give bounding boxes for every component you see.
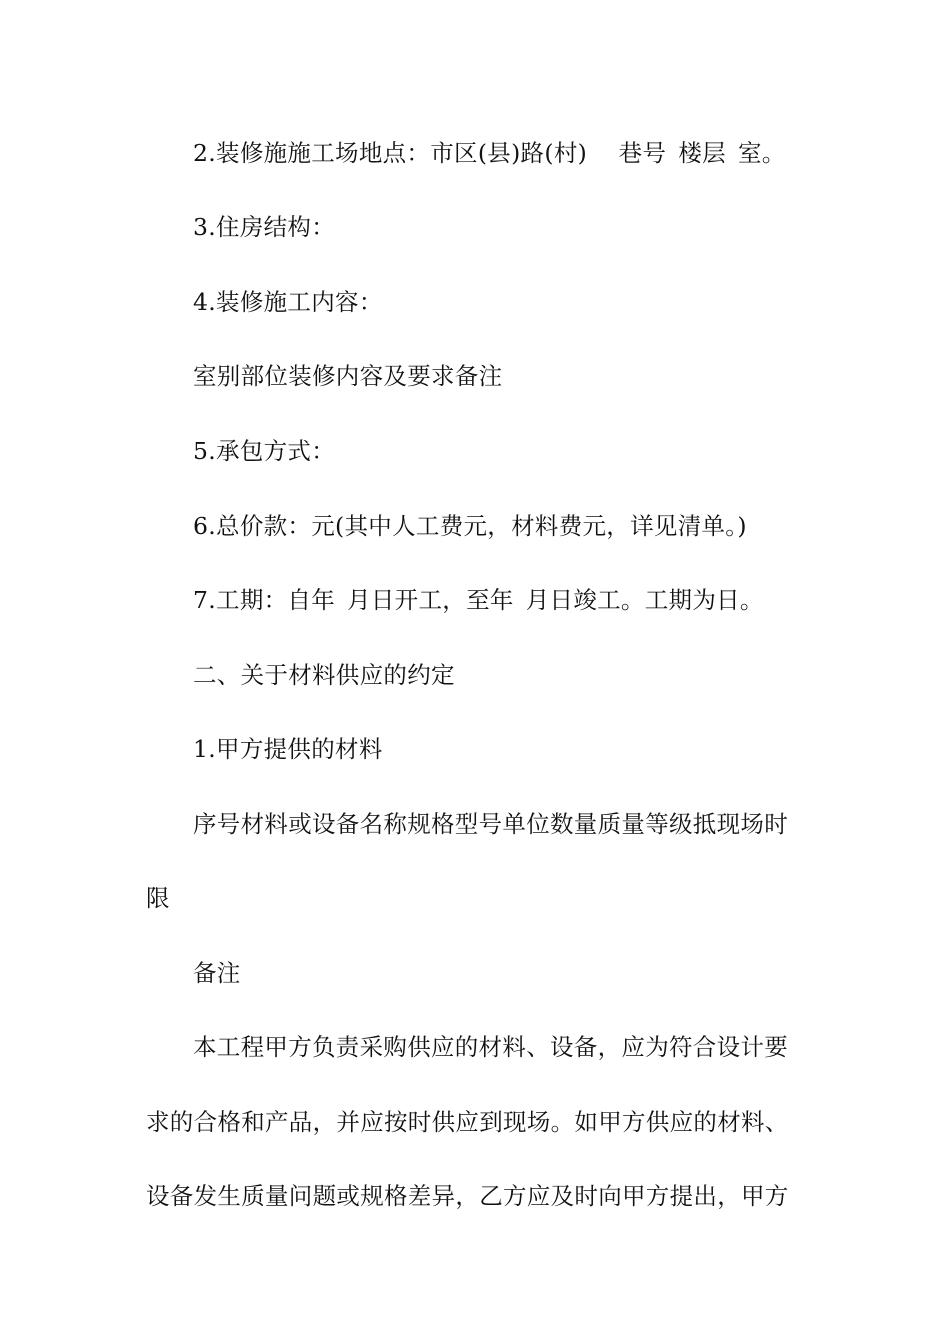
paragraph-remarks: 备注 [193, 959, 241, 987]
section-heading-materials: 二、关于材料供应的约定 [193, 661, 455, 689]
paragraph-party-a-materials: 1.甲方提供的材料 [193, 735, 383, 763]
paragraph-total-price: 6.总价款：元(其中人工费元，材料费元，详见清单。) [193, 512, 747, 540]
paragraph-supply-clause-2: 求的合格和产品，并应按时供应到现场。如甲方供应的材料、 [146, 1108, 789, 1136]
paragraph-site-location: 2.装修施施工场地点：市区(县)路(村) 巷号 楼层 室。 [193, 139, 786, 167]
paragraph-room-table-header: 室别部位装修内容及要求备注 [193, 362, 503, 390]
paragraph-materials-table-header-cont: 限 [146, 884, 170, 912]
paragraph-schedule: 7.工期：自年 月日开工，至年 月日竣工。工期为日。 [193, 586, 764, 614]
paragraph-supply-clause-3: 设备发生质量问题或规格差异，乙方应及时向甲方提出，甲方 [146, 1182, 789, 1210]
paragraph-supply-clause-1: 本工程甲方负责采购供应的材料、设备，应为符合设计要 [193, 1033, 788, 1061]
paragraph-work-content: 4.装修施工内容： [193, 288, 383, 316]
paragraph-housing-structure: 3.住房结构： [193, 213, 336, 241]
paragraph-contract-method: 5.承包方式： [193, 437, 336, 465]
paragraph-materials-table-header: 序号材料或设备名称规格型号单位数量质量等级抵现场时 [193, 810, 788, 838]
